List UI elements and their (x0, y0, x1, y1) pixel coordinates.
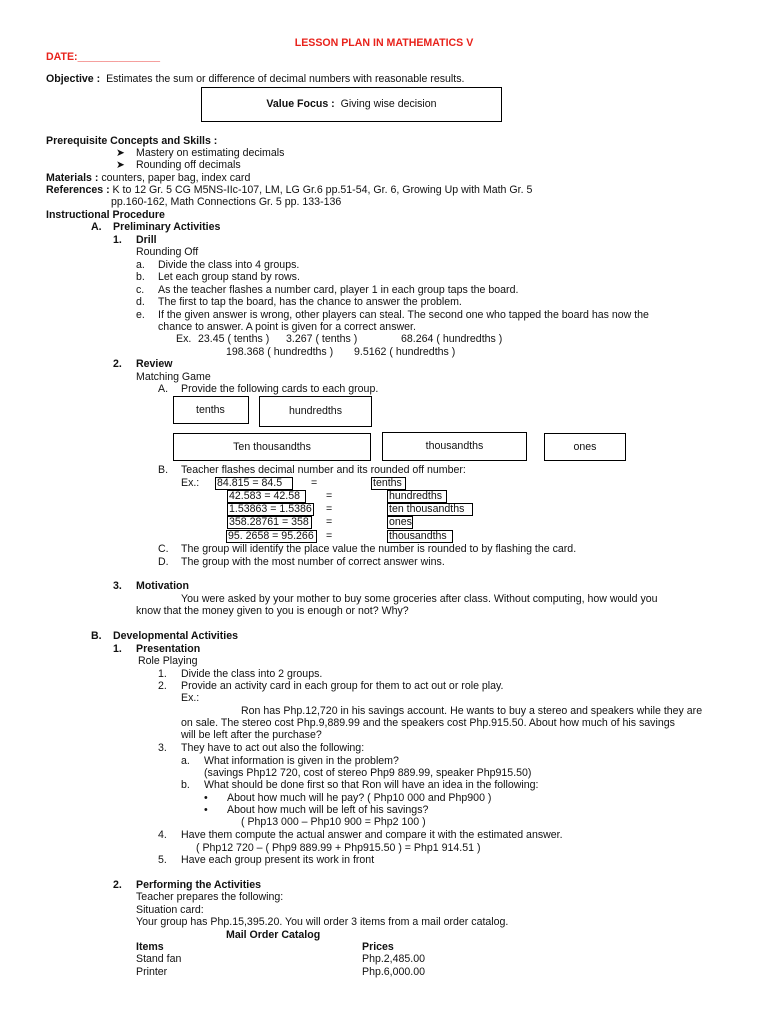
pair-number: 358.28761 = 358 (227, 516, 312, 529)
pair-equals: = (326, 503, 333, 515)
date-label: DATE:______________ (46, 51, 161, 63)
catalog-item: Printer (136, 966, 168, 978)
objective-label: Objective : (46, 73, 101, 85)
drill-subtitle: Rounding Off (136, 246, 199, 258)
references (46, 184, 532, 196)
card-label: hundredths (288, 405, 342, 418)
review-ex-label: Ex.: (181, 477, 200, 489)
drill-item-mark: c. (136, 284, 145, 296)
card-label: ones (573, 440, 597, 453)
review-b-mark: B. (158, 464, 169, 476)
bullet-icon: • (204, 804, 208, 816)
review-a-text: Provide the following cards to each group. (181, 383, 379, 395)
catalog-price: Php.2,485.00 (362, 953, 426, 965)
pair-equals: = (326, 530, 333, 542)
drill-example: 23.45 ( tenths ) (198, 333, 270, 345)
performing-line: Teacher prepares the following: (136, 891, 284, 903)
bullet-arrow-icon: ➤ (116, 147, 125, 159)
materials (46, 172, 250, 184)
presentation-title: Presentation (136, 643, 201, 655)
presentation-item-text: They have to act out also the following: (181, 742, 365, 754)
performing-title: Performing the Activities (136, 879, 261, 891)
drill-item-text: Let each group stand by rows. (158, 271, 300, 283)
performing-num: 2. (113, 879, 122, 891)
presentation-item-text: Provide an activity card in each group for them to act out or role play. (181, 680, 504, 692)
story-line3: will be left after the purchase? (181, 729, 322, 741)
bullet-icon: • (204, 792, 208, 804)
presentation-item-mark: 4. (158, 829, 167, 841)
drill-title: Drill (136, 234, 157, 246)
presentation-item-mark: 3. (158, 742, 167, 754)
review-d-mark: D. (158, 556, 169, 568)
review-title: Review (136, 358, 173, 370)
question-text: What should be done first so that Ron will have an idea in the following: (204, 779, 539, 791)
materials-label: Materials : (46, 172, 99, 184)
bullet-arrow-icon: ➤ (116, 159, 125, 171)
card-label: Ten thousandths (233, 440, 311, 453)
review-c-text: The group will identify the place value the number is rounded to by flashing the card. (181, 543, 577, 555)
pair-equals: = (326, 516, 333, 528)
pair-place: ten thousandths (387, 503, 473, 516)
value-focus-text: Giving wise decision (340, 98, 437, 111)
catalog-title: Mail Order Catalog (226, 929, 321, 941)
catalog-col-items: Items (136, 941, 164, 953)
question-mark: a. (181, 755, 190, 767)
review-d-text: The group with the most number of correct answer wins. (181, 556, 445, 568)
objective (46, 73, 464, 85)
question-text: What information is given in the problem? (204, 755, 399, 767)
pair-number: 95. 2658 = 95.266 (226, 530, 317, 543)
section-b-title: Developmental Activities (113, 630, 239, 642)
pair-number: 84.815 = 84.5 (215, 477, 293, 490)
drill-item-e-cont: chance to answer. A point is given for a correct answer. (158, 321, 416, 333)
drill-example: 9.5162 ( hundredths ) (354, 346, 456, 358)
drill-item-text: If the given answer is wrong, other players can steal. The second one who tapped the board has now the (158, 309, 649, 321)
value-focus-box (201, 87, 502, 122)
motivation-num: 3. (113, 580, 122, 592)
card-thousandths (382, 432, 527, 461)
drill-item-mark: e. (136, 309, 145, 321)
objective-text: Estimates the sum or difference of decimal numbers with reasonable results. (106, 73, 465, 85)
references-label: References : (46, 184, 110, 196)
question-answer: (savings Php12 720, cost of stereo Php9 889.99, speaker Php915.50) (204, 767, 532, 779)
card-hundredths (259, 396, 372, 427)
drill-item-mark: b. (136, 271, 145, 283)
catalog-price: Php.6,000.00 (362, 966, 426, 978)
pair-equals: = (326, 490, 333, 502)
drill-item-text: Divide the class into 4 groups. (158, 259, 300, 271)
pair-place: tenths (371, 477, 406, 490)
presentation-item-text: Divide the class into 2 groups. (181, 668, 323, 680)
motivation-line2: know that the money given to you is enough or not? Why? (136, 605, 409, 617)
references-line2: pp.160-162, Math Connections Gr. 5 pp. 133-136 (111, 196, 342, 208)
drill-item-text: As the teacher flashes a number card, player 1 in each group taps the board. (158, 284, 519, 296)
review-c-mark: C. (158, 543, 169, 555)
presentation-item-mark: 1. (158, 668, 167, 680)
question-answer: ( Php13 000 – Php10 900 = Php2 100 ) (241, 816, 426, 828)
presentation-item-text: Have each group present its work in front (181, 854, 375, 866)
drill-example: 68.264 ( hundredths ) (401, 333, 503, 345)
question-sub: About how much will he pay? ( Php10 000 and Php900 ) (227, 792, 492, 804)
performing-line: Your group has Php.15,395.20. You will order 3 items from a mail order catalog. (136, 916, 509, 928)
drill-example: 198.368 ( hundredths ) (226, 346, 334, 358)
story-line1: Ron has Php.12,720 in his savings account. He wants to buy a stereo and speakers while they are (241, 705, 703, 717)
section-b-letter: B. (91, 630, 102, 642)
pair-place: thousandths (387, 530, 453, 543)
question-sub: About how much will be left of his savings? (227, 804, 429, 816)
motivation-line1: You were asked by your mother to buy some groceries after class. Without computing, how would you (181, 593, 658, 605)
pair-place: hundredths (387, 490, 447, 503)
pair-number: 1.53863 = 1.5386 (227, 503, 314, 516)
drill-item-mark: a. (136, 259, 145, 271)
presentation-num: 1. (113, 643, 122, 655)
story-line2: on sale. The stereo cost Php.9,889.99 and the speakers cost Php.915.50. About how much of his savings (181, 717, 675, 729)
prerequisite-item: Mastery on estimating decimals (136, 147, 285, 159)
presentation-item-mark: 2. (158, 680, 167, 692)
materials-text: counters, paper bag, index card (101, 172, 251, 184)
drill-example: 3.267 ( tenths ) (286, 333, 358, 345)
motivation-title: Motivation (136, 580, 189, 592)
presentation-ex-label: Ex.: (181, 692, 200, 704)
card-tenths (173, 396, 249, 424)
card-ten-thousandths (173, 433, 371, 461)
card-label: thousandths (425, 440, 484, 453)
prerequisite-label: Prerequisite Concepts and Skills : (46, 135, 218, 147)
drill-item-text: The first to tap the board, has the chance to answer the problem. (158, 296, 462, 308)
pair-equals: = (311, 477, 318, 489)
card-ones (544, 433, 626, 461)
value-focus-label: Value Focus : (266, 98, 335, 111)
drill-num: 1. (113, 234, 122, 246)
references-line1: K to 12 Gr. 5 CG M5NS-IIc-107, LM, LG Gr.6 pp.51-54, Gr. 6, Growing Up with Math Gr. 5 (112, 184, 533, 196)
instructional-procedure-heading: Instructional Procedure (46, 209, 165, 221)
drill-ex-label: Ex. (176, 333, 192, 345)
review-b-text: Teacher flashes decimal number and its rounded off number: (181, 464, 466, 476)
pair-place: ones (389, 516, 412, 528)
presentation-item-mark: 5. (158, 854, 167, 866)
performing-line: Situation card: (136, 904, 204, 916)
review-subtitle: Matching Game (136, 371, 211, 383)
computation-answer: ( Php12 720 – ( Php9 889.99 + Php915.50 ) = Php1 914.51 ) (196, 842, 481, 854)
page-title: LESSON PLAN IN MATHEMATICS V (294, 37, 474, 49)
drill-item-mark: d. (136, 296, 145, 308)
section-a-title: Preliminary Activities (113, 221, 221, 233)
section-a-letter: A. (91, 221, 102, 233)
review-num: 2. (113, 358, 122, 370)
question-mark: b. (181, 779, 190, 791)
presentation-subtitle: Role Playing (138, 655, 198, 667)
catalog-col-prices: Prices (362, 941, 394, 953)
catalog-item: Stand fan (136, 953, 182, 965)
presentation-item-text: Have them compute the actual answer and compare it with the estimated answer. (181, 829, 563, 841)
card-label: tenths (196, 403, 225, 416)
prerequisite-item: Rounding off decimals (136, 159, 241, 171)
pair-number: 42.583 = 42.58 (227, 490, 306, 503)
review-a-mark: A. (158, 383, 169, 395)
